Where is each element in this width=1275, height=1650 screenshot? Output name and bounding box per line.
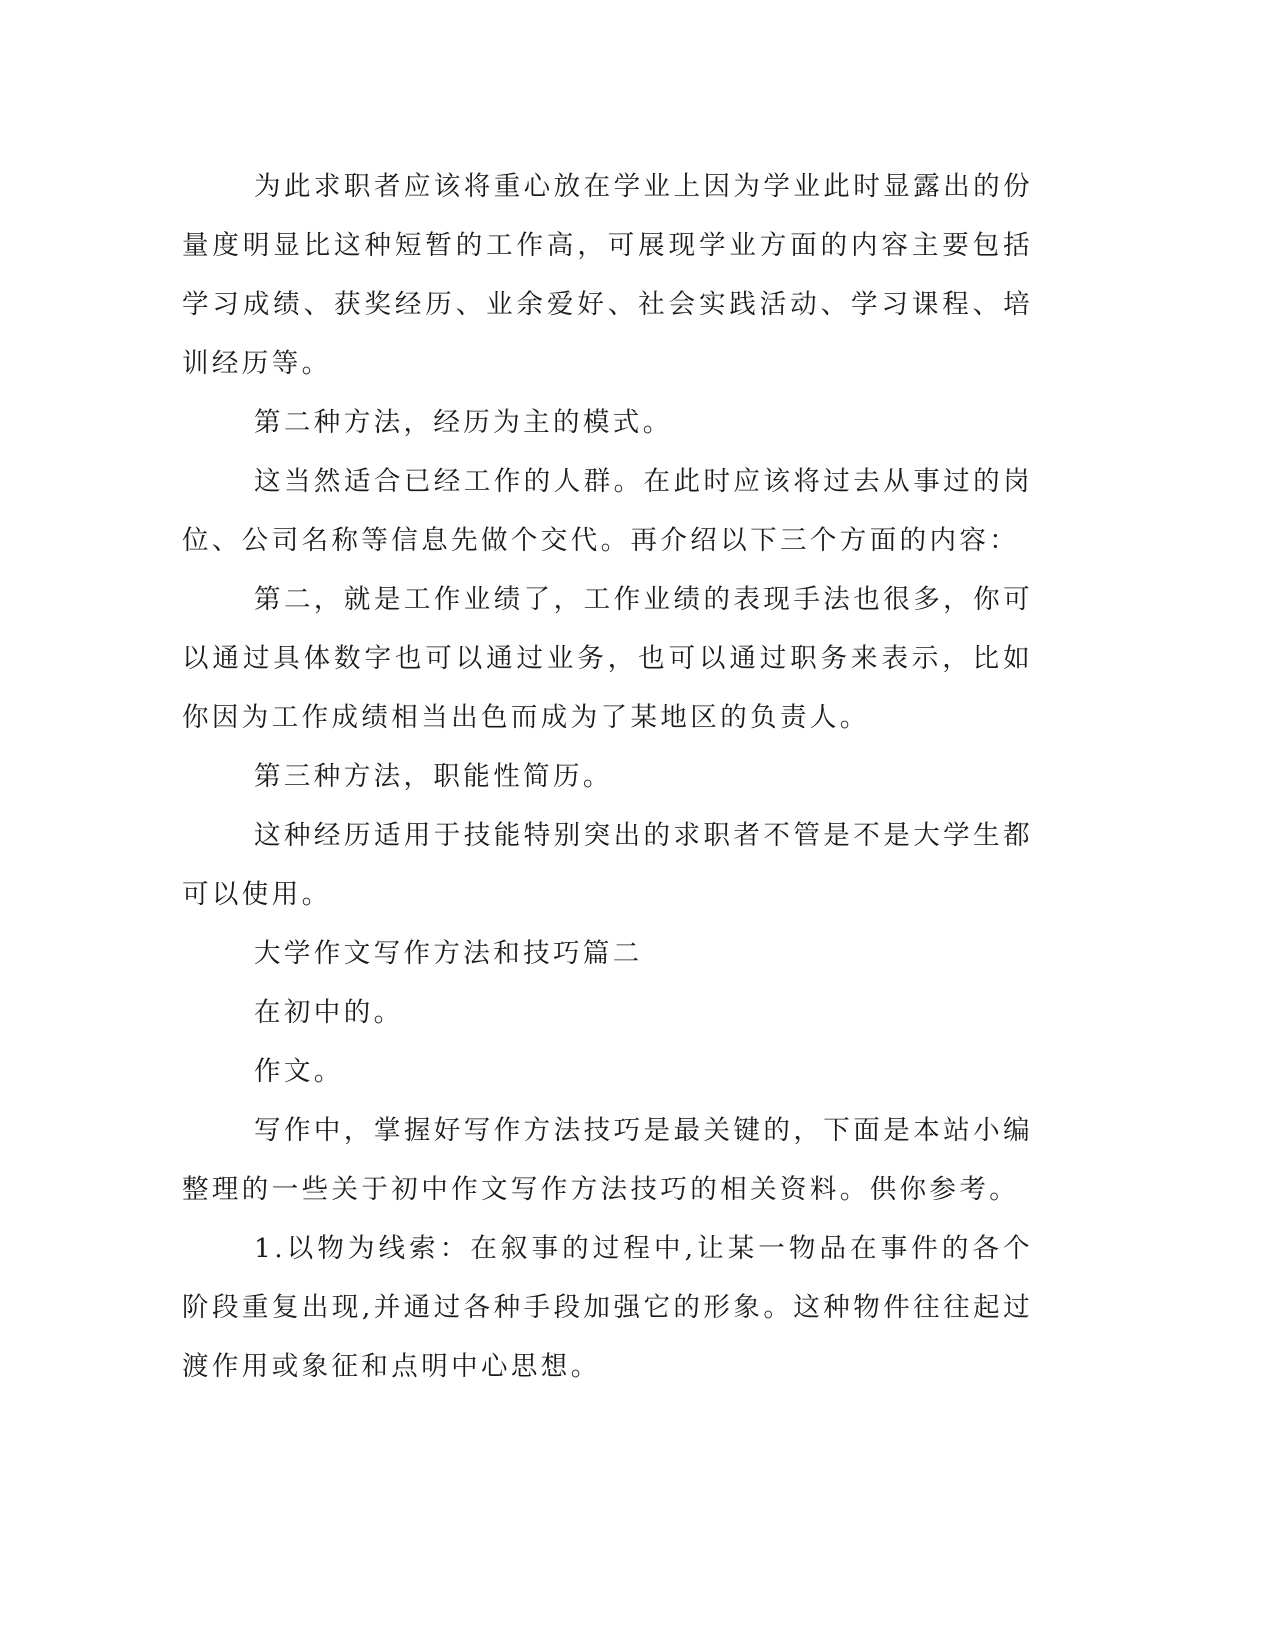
paragraph-3: 这当然适合已经工作的人群。在此时应该将过去从事过的岗位、公司名称等信息先做个交代。再介绍以下三个方面的内容：	[182, 466, 1033, 556]
paragraph-4: 第二，就是工作业绩了，工作业绩的表现手法也很多，你可以通过具体数字也可以通过业务，也可以通过职务来表示，比如你因为工作成绩相当出色而成为了某地区的负责人。	[182, 584, 1033, 733]
paragraph-6: 这种经历适用于技能特别突出的求职者不管是不是大学生都可以使用。	[182, 820, 1033, 910]
paragraph-9: 作文。	[254, 1056, 344, 1087]
paragraph-2: 第二种方法，经历为主的模式。	[254, 407, 673, 438]
paragraph-5: 第三种方法，职能性简历。	[254, 761, 613, 792]
paragraph-8: 在初中的。	[254, 997, 404, 1028]
paragraph-10: 写作中，掌握好写作方法技巧是最关键的，下面是本站小编整理的一些关于初中作文写作方法技巧的相关资料。供你参考。	[182, 1115, 1033, 1205]
paragraph-1: 为此求职者应该将重心放在学业上因为学业此时显露出的份量度明显比这种短暂的工作高，可展现学业方面的内容主要包括学习成绩、获奖经历、业余爱好、社会实践活动、学习课程、培训经历等。	[182, 171, 1033, 379]
paragraph-11: 1.以物为线索：在叙事的过程中,让某一物品在事件的各个阶段重复出现,并通过各种手段加强它的形象。这种物件往往起过渡作用或象征和点明中心思想。	[182, 1233, 1033, 1382]
section-heading: 大学作文写作方法和技巧篇二	[254, 938, 643, 969]
document-body	[182, 157, 1033, 1396]
